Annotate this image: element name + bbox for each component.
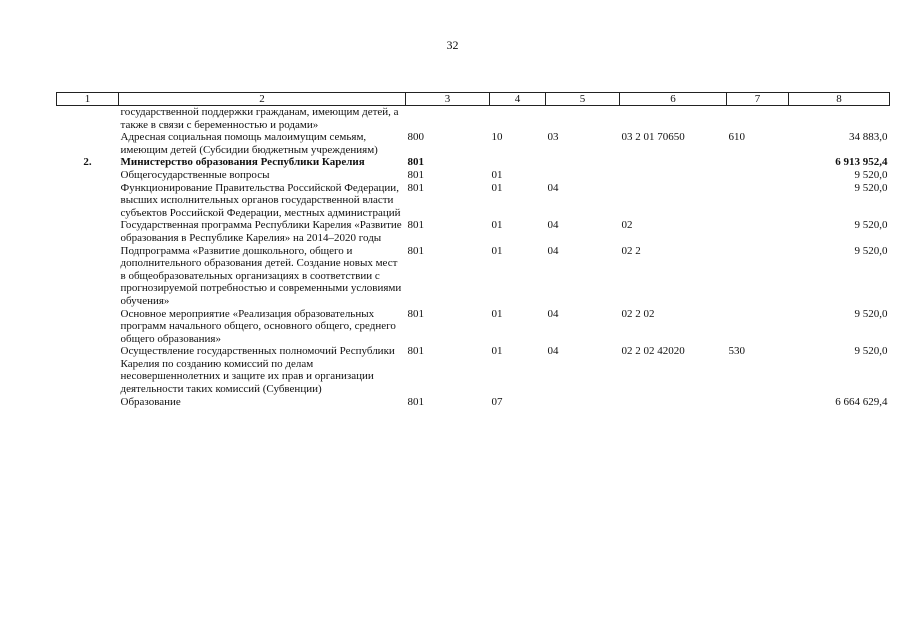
row-number xyxy=(57,308,119,346)
row-col-7 xyxy=(727,396,789,409)
row-col-4: 10 xyxy=(491,131,503,144)
row-col-3: 801 xyxy=(407,168,424,181)
table-row xyxy=(57,245,890,308)
row-col-3 xyxy=(406,106,490,132)
table-row xyxy=(57,345,890,395)
row-col-4 xyxy=(490,156,546,169)
row-sum: 34 883,0 xyxy=(849,131,888,144)
row-col-6: 02 2 02 42020 xyxy=(621,345,685,358)
row-col-6 xyxy=(620,156,727,169)
row-col-5 xyxy=(546,106,620,132)
row-col-3: 801 xyxy=(407,156,424,169)
row-col-7 xyxy=(727,308,789,346)
row-col-7 xyxy=(727,169,789,182)
row-col-7 xyxy=(727,156,789,169)
row-name: Основное мероприятие «Реализация образовательных программ начального общего, основного общего, среднего общего образования» xyxy=(120,307,396,345)
row-name: государственной поддержки гражданам, имеющим детей, а также в связи с беременностью и родами» xyxy=(120,106,399,131)
row-sum: 9 520,0 xyxy=(854,219,888,232)
row-col-4: 01 xyxy=(491,181,503,194)
page-number: 32 xyxy=(446,38,459,52)
row-col-5 xyxy=(546,156,620,169)
row-col-3: 801 xyxy=(407,219,424,232)
row-col-3: 801 xyxy=(407,244,424,257)
row-col-3: 801 xyxy=(407,345,424,358)
row-col-4: 01 xyxy=(491,307,503,320)
row-col-4: 01 xyxy=(491,168,503,181)
row-col-4: 07 xyxy=(491,395,503,408)
header-col-1: 1 xyxy=(57,93,119,106)
row-col-7 xyxy=(727,106,789,132)
row-number xyxy=(57,219,119,244)
row-col-6 xyxy=(620,169,727,182)
header-col-4: 4 xyxy=(490,93,546,106)
row-number xyxy=(57,396,119,409)
table-row xyxy=(57,182,890,220)
header-col-5: 5 xyxy=(546,93,620,106)
row-col-4: 01 xyxy=(491,219,503,232)
table-row xyxy=(57,396,890,409)
row-sum: 9 520,0 xyxy=(854,181,888,194)
table-header xyxy=(57,93,890,106)
table-row xyxy=(57,131,890,156)
row-col-5: 04 xyxy=(547,307,559,320)
row-col-5: 04 xyxy=(547,219,559,232)
row-name: Адресная социальная помощь малоимущим семьям, имеющим детей (Субсидии бюджетным учреждениям) xyxy=(120,131,378,156)
row-col-6: 02 xyxy=(621,219,633,232)
row-sum: 6 664 629,4 xyxy=(835,395,888,408)
row-col-5: 03 xyxy=(547,131,559,144)
row-sum: 9 520,0 xyxy=(854,307,888,320)
row-col-7 xyxy=(727,182,789,220)
row-name: Общегосударственные вопросы xyxy=(120,168,270,181)
row-col-4: 01 xyxy=(491,345,503,358)
row-col-3: 800 xyxy=(407,131,424,144)
table-row xyxy=(57,156,890,169)
row-col-5: 04 xyxy=(547,181,559,194)
row-col-5 xyxy=(546,169,620,182)
row-number xyxy=(57,245,119,308)
row-col-7: 530 xyxy=(728,345,745,358)
row-sum: 9 520,0 xyxy=(854,168,888,181)
table-body xyxy=(57,106,890,409)
row-col-5 xyxy=(546,396,620,409)
row-col-6: 02 2 02 xyxy=(621,307,655,320)
row-sum xyxy=(789,106,890,132)
header-row xyxy=(57,93,890,106)
header-col-7: 7 xyxy=(727,93,789,106)
table-row xyxy=(57,106,890,132)
row-name: Функционирование Правительства Российской Федерации, высших исполнительных органов государственной власти субъектов Российской Федерации, местных администраций xyxy=(120,181,401,219)
row-number xyxy=(57,106,119,132)
row-name: Образование xyxy=(120,395,181,408)
row-sum: 9 520,0 xyxy=(854,244,888,257)
row-col-3: 801 xyxy=(407,181,424,194)
row-name: Государственная программа Республики Карелия «Развитие образования в Республике Карелия» на 2014–2020 годы xyxy=(120,219,402,244)
row-col-3: 801 xyxy=(407,307,424,320)
row-col-6: 03 2 01 70650 xyxy=(621,131,685,144)
row-col-7: 610 xyxy=(728,131,745,144)
row-col-5: 04 xyxy=(547,345,559,358)
row-col-3: 801 xyxy=(407,395,424,408)
row-number: 2. xyxy=(83,156,92,169)
row-number xyxy=(57,182,119,220)
row-col-6: 02 2 xyxy=(621,244,641,257)
header-col-8: 8 xyxy=(789,93,890,106)
row-sum: 6 913 952,4 xyxy=(835,156,888,169)
row-col-6 xyxy=(620,396,727,409)
row-col-7 xyxy=(727,219,789,244)
row-name: Осуществление государственных полномочий Республики Карелия по созданию комиссий по делам несовершеннолетних и защите их прав и организации деятельности таких комиссий (Субвенции) xyxy=(120,345,395,396)
row-col-5: 04 xyxy=(547,244,559,257)
table-row xyxy=(57,308,890,346)
header-col-3: 3 xyxy=(406,93,490,106)
row-number xyxy=(57,169,119,182)
budget-table xyxy=(56,92,890,408)
row-number xyxy=(57,345,119,395)
table-row xyxy=(57,219,890,244)
row-col-6 xyxy=(620,182,727,220)
row-col-6 xyxy=(620,106,727,132)
row-number xyxy=(57,131,119,156)
row-col-7 xyxy=(727,245,789,308)
table-row xyxy=(57,169,890,182)
header-col-2: 2 xyxy=(119,93,406,106)
row-name: Министерство образования Республики Карелия xyxy=(120,156,365,169)
row-name: Подпрограмма «Развитие дошкольного, общего и дополнительного образования детей. Создание новых мест в общеобразовательных организациях в соответствии с прогнозируемой потребностью и современными условиями обучения» xyxy=(120,244,402,307)
row-col-4 xyxy=(490,106,546,132)
row-col-4: 01 xyxy=(491,244,503,257)
row-sum: 9 520,0 xyxy=(854,345,888,358)
header-col-6: 6 xyxy=(620,93,727,106)
